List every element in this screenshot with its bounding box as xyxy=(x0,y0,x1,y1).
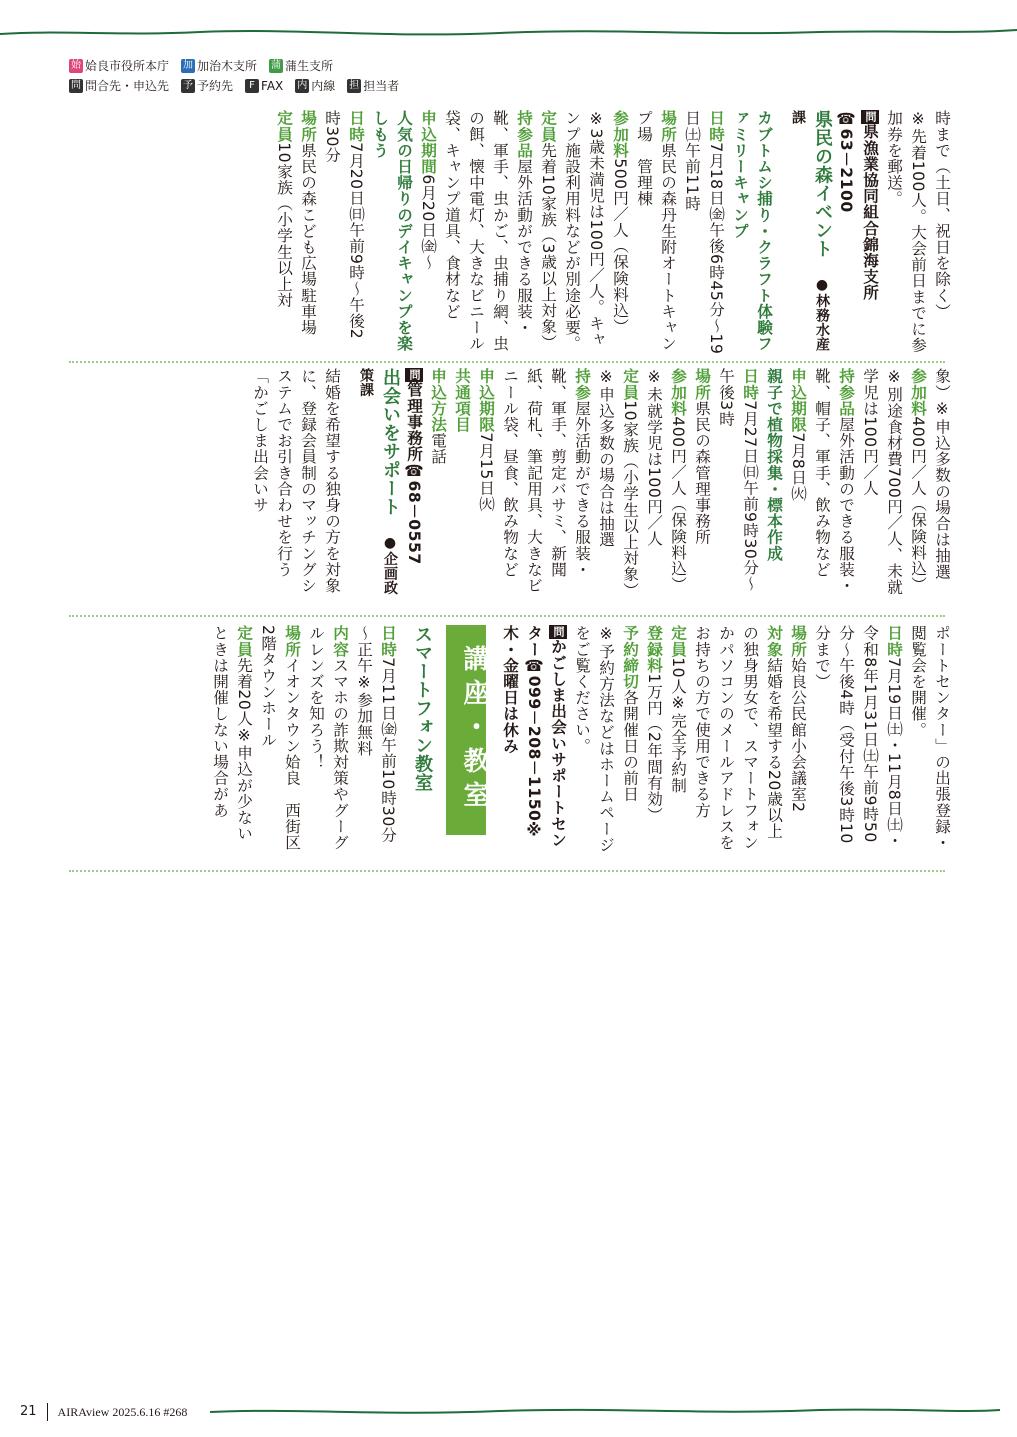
value-capacity: 先着20人※申込が少ないときは開催しない場合があ xyxy=(211,625,253,842)
label-bring: 持参 xyxy=(573,368,591,401)
label-place: 場所 xyxy=(283,625,301,658)
dotted-divider xyxy=(69,615,945,617)
item-content xyxy=(304,625,352,855)
value-fee: 400円／人（保険料込）※別途食材費700円／人、未就学児は100円／人 xyxy=(861,368,927,595)
item-capacity xyxy=(272,110,296,355)
value-deadline: 7月15日㈫ xyxy=(477,432,495,512)
legend-label: 姶良市役所本庁 xyxy=(85,59,170,73)
subheading-plant-collection: 親子で植物採集・標本作成 xyxy=(765,368,783,562)
label-capacity: 定員 xyxy=(621,368,639,401)
item-target xyxy=(690,625,786,855)
label-date: 日時 xyxy=(379,625,397,658)
heading-encounter-support xyxy=(354,368,402,603)
magazine-issue: AIRAview 2025.6.16 #268 xyxy=(57,1404,188,1419)
staff-icon: 担 xyxy=(349,80,360,91)
item-bring xyxy=(440,110,536,355)
value-place: 姶良公民館小会議室2 xyxy=(789,657,807,813)
item-place xyxy=(690,368,714,603)
label-target: 対象 xyxy=(765,625,783,658)
value-fee: 500円／人（保険料込）※3歳未満児は100円／人。キャンプ施設利用料などが別途必要。 xyxy=(563,110,629,352)
inquiry-icon: 問 xyxy=(71,80,81,91)
continued-text: 時まで（土日、祝日を除く） xyxy=(933,110,951,320)
label-place: 場所 xyxy=(693,368,711,401)
label-date: 日時 xyxy=(741,368,759,401)
legend-label: FAX xyxy=(261,79,284,93)
top-wave-decoration xyxy=(0,18,1017,48)
department-label: ●企画政策課 xyxy=(358,368,398,595)
value-deadline: 各開催日の前日 xyxy=(621,689,639,803)
label-common: 共通項目 xyxy=(453,368,471,433)
contact-text: かごしま出会いサポートセンター☎099－208－1150※木・金曜日は休み xyxy=(501,625,567,848)
reserve-icon: 予 xyxy=(183,80,194,91)
label-deadline: 予約締切 xyxy=(621,625,639,690)
legend xyxy=(69,56,399,96)
value-capacity: 10人※完全予約制 xyxy=(669,657,687,794)
item-bring xyxy=(498,368,594,603)
legend-item-inquiry xyxy=(69,76,169,96)
value-method: 電話 xyxy=(429,432,447,465)
department-label: ●林務水産課 xyxy=(790,110,830,351)
item-common xyxy=(450,368,474,603)
label-date: 日時 xyxy=(707,110,725,143)
value-fee: 1万円（2年間有効） xyxy=(645,673,663,823)
item-date xyxy=(680,110,728,355)
fax-icon: F xyxy=(245,79,259,93)
heading-text: 県民の森イベント xyxy=(812,110,833,258)
item-apply-period xyxy=(416,110,440,355)
honcho-icon: 始 xyxy=(71,60,81,71)
value-place: 県民の森こども広場駐車場 xyxy=(299,142,317,336)
item-deadline xyxy=(786,368,810,603)
legend-row-symbols xyxy=(69,76,399,96)
body-text: 結婚を希望する独身の方を対象に、登録会員制のマッチングシステムでお引き合わせを行う「かごしま出会いサ xyxy=(251,368,341,594)
value-bring: 屋外活動のできる服装・靴、帽子、軍手、飲み物など xyxy=(813,368,855,594)
section-prefectural-forest-part1 xyxy=(66,110,954,355)
value-date: 7月19日㈯・11月8日㈯・令和8年1月31日㈯午前9時50分～午後4時（受付午後3時10分まで） xyxy=(813,625,903,849)
kajiki-icon: 加 xyxy=(183,60,194,71)
item-capacity xyxy=(536,110,560,355)
value-bring: 屋外活動ができる服装・靴、軍手、虫かご、虫捕り網、虫の餌、懐中電灯、大きなビニール袋、キャンプ道具、食材など xyxy=(443,110,533,352)
contact-line xyxy=(402,368,426,603)
item-fee xyxy=(642,368,690,603)
note-text: ※予約方法などはホームページをご覧ください。 xyxy=(573,625,615,853)
value-bring: 屋外活動ができる服装・靴、軍手、剪定バサミ、新聞紙、荷札、筆記用具、大きなビニール袋、昼食、飲み物など xyxy=(501,368,591,594)
legend-item-fax xyxy=(245,76,283,96)
label-deadline: 申込期限 xyxy=(789,368,807,433)
kamou-icon: 蒲 xyxy=(271,60,282,71)
value-date: 7月18日㈮午後6時45分～19日㈯午前11時 xyxy=(683,110,725,355)
value-deadline: 7月8日㈫ xyxy=(789,432,807,502)
item-date xyxy=(352,625,400,855)
label-date: 日時 xyxy=(885,625,903,658)
item-bring xyxy=(810,368,858,603)
item-deadline xyxy=(618,625,642,855)
item-capacity xyxy=(594,368,642,603)
label-fee: 参加料 xyxy=(611,110,629,159)
section-encounter-and-classes xyxy=(66,625,954,855)
value-capacity: 10家族（小学生以上対 xyxy=(275,142,293,308)
legend-item-kajiki xyxy=(181,56,257,76)
label-apply-period: 申込期間 xyxy=(419,110,437,175)
legend-item-honcho xyxy=(69,56,169,76)
legend-label: 予約先 xyxy=(197,79,234,93)
inquiry-icon: 問 xyxy=(861,110,879,124)
label-capacity: 定員 xyxy=(539,110,557,143)
label-capacity: 定員 xyxy=(275,110,293,143)
value-place: イオンタウン姶良 西街区2階タウンホール xyxy=(259,625,301,851)
value-capacity: 10家族（小学生以上対象）※申込多数の場合は抽選 xyxy=(597,368,639,599)
item-fee xyxy=(560,110,632,355)
inquiry-icon: 問 xyxy=(549,625,567,639)
item-fee xyxy=(858,368,930,603)
label-capacity: 定員 xyxy=(235,625,253,658)
item-capacity xyxy=(666,625,690,855)
category-badge: 講座・教室 xyxy=(446,625,486,835)
item-capacity xyxy=(208,625,256,855)
legend-item-extension xyxy=(295,76,335,96)
label-fee: 参加料 xyxy=(909,368,927,417)
value-date: 7月20日㈰午前9時～午後2時30分 xyxy=(323,110,365,340)
heading-smartphone-class: スマートフォン教室 xyxy=(412,625,433,792)
label-capacity: 定員 xyxy=(669,625,687,658)
item-place xyxy=(296,110,320,355)
note-text: ※先着100人。大会前日までに参加券を郵送。 xyxy=(885,110,927,353)
item-place xyxy=(786,625,810,855)
value-date: 7月11日㈮午前10時30分～正午※参加無料 xyxy=(355,625,397,843)
label-bring: 持参品 xyxy=(837,368,855,417)
value-apply-period: 6月20日㈮～ xyxy=(419,174,437,271)
legend-label: 問合先・申込先 xyxy=(85,79,170,93)
continued-text: ポートセンター」の出張登録・閲覧会を開催。 xyxy=(909,625,951,851)
continued-text: 象）※申込多数の場合は抽選 xyxy=(933,368,951,580)
value-date: 7月27日㈰午前9時30分～午後3時 xyxy=(717,368,759,592)
label-place: 場所 xyxy=(299,110,317,143)
item-deadline xyxy=(474,368,498,603)
label-fee: 参加料 xyxy=(669,368,687,417)
legend-label: 担当者 xyxy=(363,79,400,93)
label-content: 内容 xyxy=(331,625,349,658)
category-badge-wrap xyxy=(434,625,498,855)
dotted-divider xyxy=(69,361,945,363)
label-deadline: 申込期限 xyxy=(477,368,495,433)
contact-text: 県漁業協同組合錦海支所 ☎63－2100 xyxy=(837,110,879,317)
item-place xyxy=(632,110,680,355)
item-date xyxy=(320,110,368,355)
value-fee: 400円／人（保険料込）※未就学児は100円／人 xyxy=(645,368,687,593)
legend-item-staff xyxy=(347,76,399,96)
subheading-beetle-camp: カブトムシ捕り・クラフト体験ファミリーキャンプ xyxy=(731,110,773,352)
label-place: 場所 xyxy=(659,110,677,143)
legend-label: 内線 xyxy=(311,79,336,93)
item-place xyxy=(256,625,304,855)
page-footer xyxy=(20,1403,187,1421)
legend-label: 蒲生支所 xyxy=(285,59,334,73)
label-method: 申込方法 xyxy=(429,368,447,433)
item-method xyxy=(426,368,450,603)
legend-label: 加治木支所 xyxy=(197,59,258,73)
contact-line xyxy=(834,110,882,355)
label-fee: 登録料 xyxy=(645,625,663,674)
item-date xyxy=(810,625,906,855)
heading-forest-event xyxy=(786,110,834,355)
contact-text: 管理事務所☎68－0557 xyxy=(405,381,423,565)
section-prefectural-forest-part2 xyxy=(66,368,954,603)
label-date: 日時 xyxy=(347,110,365,143)
heading-text: 出会いをサポート xyxy=(380,368,401,516)
contact-line xyxy=(498,625,570,855)
legend-item-kamou xyxy=(269,56,333,76)
item-date xyxy=(714,368,762,603)
value-place: 県民の森丹生附オートキャンプ場 管理棟 xyxy=(635,110,677,352)
value-place: 県民の森管理事務所 xyxy=(693,400,711,546)
value-content: スマホの詐欺対策やグーグルレンズを知ろう！ xyxy=(307,625,349,851)
label-bring: 持参品 xyxy=(515,110,533,159)
legend-row-offices xyxy=(69,56,399,76)
legend-item-reserve xyxy=(181,76,233,96)
subheading-day-camp: 人気の日帰りのデイキャンプを楽しもう xyxy=(371,110,413,352)
item-fee xyxy=(642,625,666,855)
dotted-divider xyxy=(69,870,945,872)
label-place: 場所 xyxy=(789,625,807,658)
extension-icon: 内 xyxy=(297,80,308,91)
value-target: 結婚を希望する20歳以上の独身男女で、スマートフォンかパソコンのメールアドレスをお持ちの方で使用できる方 xyxy=(693,625,783,851)
value-capacity: 先着10家族（3歳以上対象） xyxy=(539,142,557,351)
page-number: 21 xyxy=(20,1403,48,1421)
inquiry-icon: 問 xyxy=(405,368,423,382)
